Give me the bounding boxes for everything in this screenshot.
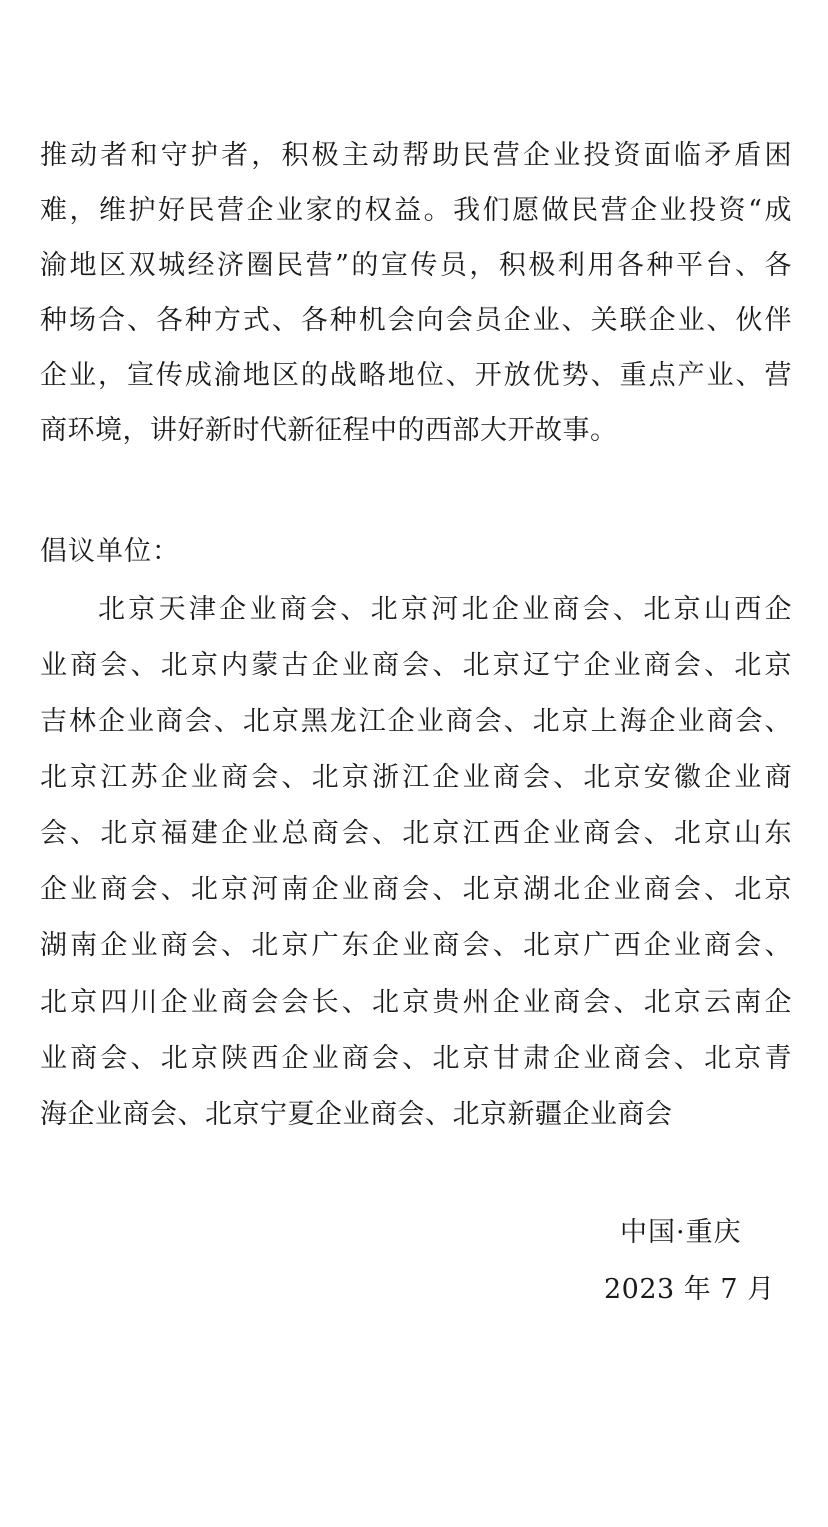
- intro-line-6: 商环境，讲好新时代新征程中的西部大开故事。: [40, 415, 618, 446]
- signature-date: 2023 年 7 月: [604, 1274, 775, 1305]
- initiators-line-1: 北京天津企业商会、北京河北企业商会、北京山西企: [98, 594, 792, 625]
- intro-line-3: 渝地区双城经济圈民营”的宣传员，积极利用各种平台、各: [40, 250, 792, 281]
- initiators-line-8: 北京四川企业商会会长、北京贵州企业商会、北京云南企: [40, 987, 792, 1018]
- signature-place: 中国·重庆: [620, 1217, 742, 1248]
- initiators-heading: 倡议单位：: [40, 536, 180, 567]
- initiators-line-3: 吉林企业商会、北京黑龙江企业商会、北京上海企业商会、: [40, 706, 792, 737]
- intro-line-2: 难，维护好民营企业家的权益。我们愿做民营企业投资“成: [40, 195, 792, 226]
- initiators-line-9: 业商会、北京陕西企业商会、北京甘肃企业商会、北京青: [40, 1043, 792, 1074]
- intro-line-1: 推动者和守护者，积极主动帮助民营企业投资面临矛盾困: [40, 140, 792, 171]
- intro-line-4: 种场合、各种方式、各种机会向会员企业、关联企业、伙伴: [40, 305, 792, 336]
- intro-line-5: 企业，宣传成渝地区的战略地位、开放优势、重点产业、营: [40, 360, 792, 391]
- initiators-line-6: 企业商会、北京河南企业商会、北京湖北企业商会、北京: [40, 874, 792, 905]
- initiators-line-7: 湖南企业商会、北京广东企业商会、北京广西企业商会、: [40, 930, 792, 961]
- initiators-line-5: 会、北京福建企业总商会、北京江西企业商会、北京山东: [40, 818, 792, 849]
- initiators-line-10: 海企业商会、北京宁夏企业商会、北京新疆企业商会: [40, 1099, 673, 1130]
- initiators-line-4: 北京江苏企业商会、北京浙江企业商会、北京安徽企业商: [40, 762, 792, 793]
- initiators-line-2: 业商会、北京内蒙古企业商会、北京辽宁企业商会、北京: [40, 650, 792, 681]
